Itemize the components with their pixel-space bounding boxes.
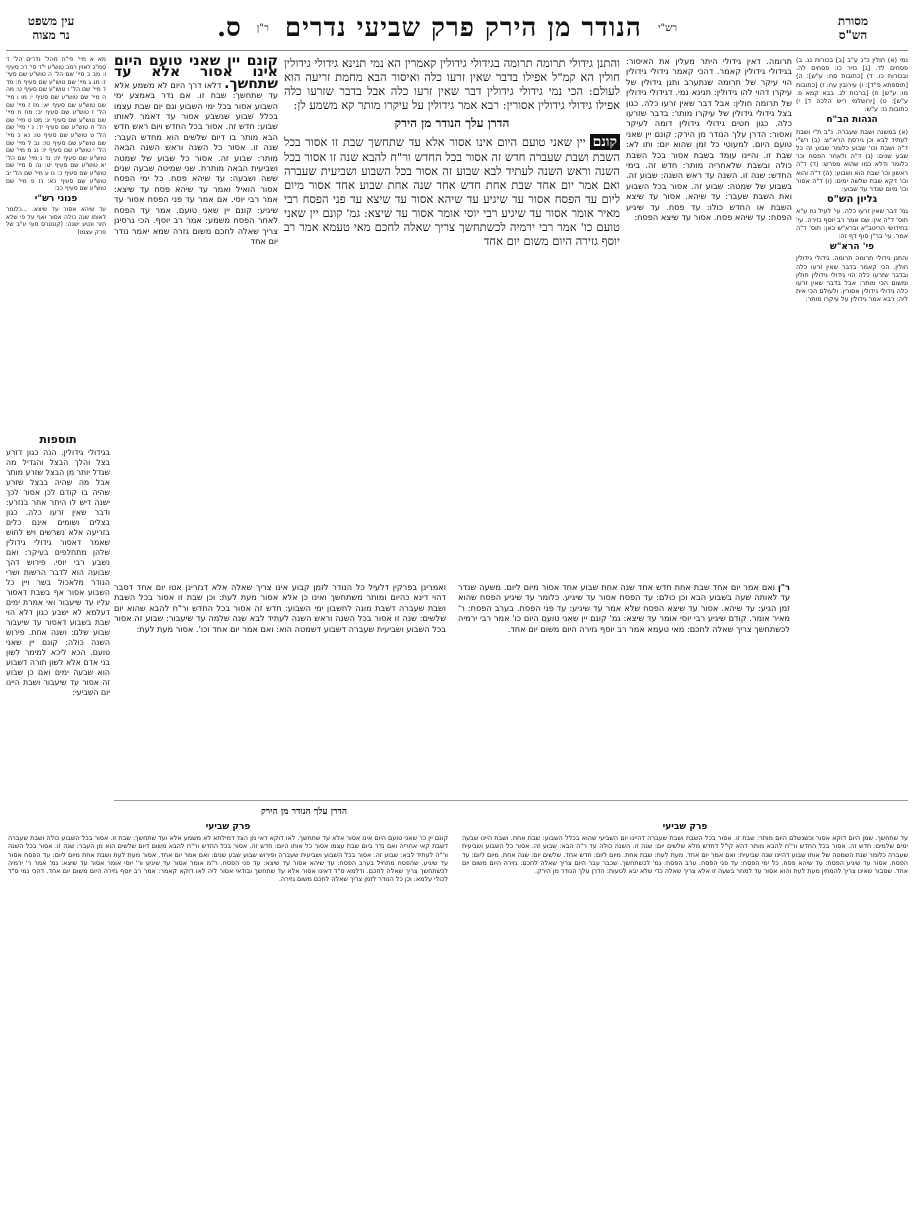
bottom-right-heading: פרק שביעי xyxy=(662,822,708,832)
main-text-column xyxy=(284,56,620,576)
ein-mishpat-column xyxy=(6,56,106,426)
page-header xyxy=(6,6,908,51)
rashi-label: רש"י xyxy=(657,22,678,34)
bottom-right-text: עד שתחשך. שמן היום דוקא אסור וכשנשלם היום מותר: שבת זו. אסור בכל השבת ושבת שעברה דהיינו יום השביעי שהוא בכלל השבוע: שבת אחת. ושבת היינו שבעה ימים שלמים: חדש זה. אסור בכל החדש ור"ח להבא מותר דהא קי"ל דחדש מלא שלשים יום: שנה זו. השנה כולה עד ר"ה הבא: שבוע זה. אסור כל השבוע ושביעית שעברה כלומר שנת השמטה של אותו שבוע דהיינו שנה שביעית: ואם אמר יום אחד. מעת לעת: שבת אחת. מיום ליום: חדש אחד. שלשים יום: שנה אחת. מיום ליום: עד הפסח. אסור עד שיגיע הפסח: עד שיהא פסח. כל ימי הפסח: עד פני הפסח. ערב הפסח: גמ' לכשתחשך. שכבר עבר היום צריך שאלה לחכם: גזירה היום משום יום אחד. שסבור שאינו צריך להמתין מעת לעת והוא אסור עד למחר בשעה זו אלא צריך שאלה כדי שלא יבא לטעות: הדרן עלך הנודר מן הירק. xyxy=(462,834,908,876)
ran-inline-label: ר"ן xyxy=(777,582,790,592)
bottom-left-heading: פרק שביעי xyxy=(205,822,251,832)
kunam-box: קונם xyxy=(590,134,620,150)
hadran-title: הדרן עלך הנודר מן הירק xyxy=(394,116,510,130)
divider-line xyxy=(114,800,908,801)
running-title: הנודר מן הירק פרק שביעי נדרים xyxy=(284,13,642,43)
rosh-text: והתנן גידולי תרומה תרומה. גידולי גידולין חולין. הכי קאמר בדבר שאין זרעו כלה ובדבר שזרעו כלה הוי גידולי גידולין חולין ומשום הכי מותר: אבל בדבר שאין זרעו כלה גידולי גידולין אסורין. ולעולם הכי אית ליה: רבא אמר גידולין על עיקרו מותר: xyxy=(796,254,908,304)
gilyon-heading: גליון הש"ס xyxy=(826,194,878,206)
tosafot-heading: תוספות xyxy=(39,433,77,446)
mishna-text: יין שאני טועם היום אינו אסור אלא עד שתחשך שבת זו אסור בכל השבת ושבת שעברה חדש זה אסור בכל החדש ור"ח להבא שנה זו אסור בכל השנה וראש השנה לעתיד לבא שבוע זה אסור בכל השבוע ושביעית שעברה ואם אמר יום אחד שבת אחת חדש אחד שנה אחת שבוע אחד אסור מיום ליום עד הפסח אסור עד שיגיע עד שיהא אסור עד שיצא עד פני הפסח רבי מאיר אומר אסור עד שיגיע רבי יוסי אומר אסור עד שיצא: גמ' קונם יין שאני טועם כו' אמר רבי ירמיה לכשתחשך צריך שאלה לחכם מאי טעמא אמר רב יוסף גזירה היום משום יום אחד xyxy=(284,135,620,248)
ran-text-b: ואמרינן בפרקין דלעיל כל הנודר לזמן קבוע אינו צריך שאלה אלא דגזרינן אטו יום אחד דסבר דהוי דינא כהיום ומותר משתחשך ואינו כן אלא אסור מעת לעת: וכן שבת זו אסור בכל השבת ושבת שעברה דשבת מונה לחשבון ימי השבוע: חדש זה אסור בכל החדש ור"ח להבא שהוא יום שלשים: שנה זו אסור בכל השנה וראש השנה לעתיד לבא שנה שלמה עד שיעבור: שבוע זה אסור בכל השבוע ושביעית שעברה דשבוע דשמטה הוא: ואם אמר יום אחד וכו'. אסור מעת לעת: xyxy=(114,582,446,634)
rashi-column xyxy=(626,56,792,576)
bottom-left-commentary xyxy=(8,820,448,1206)
rosh-heading: פי' הרא"ש xyxy=(829,242,875,253)
tosafot-text: בגידולי גידולין. הנה כגון דזרע בצל והלך הבצל והגדיל מה שגדל יותר מן הבצל שזרע מותר אבל מה שהיה בבצל שזרע שהיה בו קודם לכן אסור לכך ישנה דיש לו היתר אחר בנזרע: ודבר שאין זרעו כלה. כגון בצלים ושומים אינם כלים בזריעה אלא נשרשים ויש לחוש שאמר דאסור גידולי גידולין שלהן מתחלפים בעיקר: ואם נשבע רבי יוסי. פירוש דהך שבועה הוא לדבר הרשות ושרי הנודר מלאכול בשר ויין כל השבוע אסור אף בשבת דאסור עליו עד שיעבור ואי אמרת ימים דעלמא לא ישבע כגון דלא הוי שבת בשבוע דאסור עד שיעבור שבוע שלם: ושנה אחת. פירוש השנה כולה: קונם יין שאני טועם. הכא ליכא למימר לשון בני אדם אלא לשון תורה דשבוע הוא שבעה ימים ואם כן שבוע זה אסור עד שיעבור ושבת היינו יום השביעי: xyxy=(6,448,110,697)
rashi-text: תרומה. דאין גידולי היתר מעלין את האיסור: בגידולי גידולין קאמר. דהכי קאמר גידולי גידולין הוי עיקר של תרומה שנתערב ותנן גידולין של עיקרו דהוי להו גידולין: תנינא נמי. דגידולי גידולין של תרומה חולין: אבל דבר שאין זרעו כלה. כגון בצל גידולי גידולין של עיקרו מותר: בדבר שזרעו כלה. כגון חטים גידולי גידולין דומה לעיקר ואסור: הדרן עלך הנודר מן הירק: קונם יין שאני טועם היום. למעוטי כל זמן שהוא יום: ותו לא: שבת זו. והיינו עומד בשבת אסור בכל השבת כולה ובשבת שלאחריה מותר: חדש זה. בימי החדש: שנה זו. השנה עד ראש השנה: שבוע זה. בשבוע של שמטה: שבוע זה. אסור בכל השבוע ואת השבת שעבר: עד שיהא. אסור עד שיצא השבת או החדש כולו: עד פסח. עד שיגיע הפסח: עד שיהא פסח. אסור עד שיצא הפסח: xyxy=(626,56,792,223)
left-commentary-column xyxy=(114,56,278,576)
hagahot-text: (א) במשנה ושבת שעברה. נ"ב ת"י ושבת לעתיד לבא וכן גירסת הרא"ש: (ב) רש"י ד"ה ושבת וכו' שבוע כלומר שבוע זה כל שבע שנים: (ג) ד"ה ולאחר הפסח וכו' כלומר ודלא כמו שהוא מפרש: (ד) ד"ה ראשון וכו' שבת הוא ושבוע: (ה) ד"ה והוא וכו' דקא שבת שלשה ימים: (ו) ד"ה אסור וכו' מיום שנדר עד שבוע: xyxy=(796,127,908,194)
masoret-column xyxy=(796,56,908,576)
bottom-hadran: הדרן עלך הנודר מן הירק xyxy=(260,807,348,817)
hagahot-heading: הגהות הב"ח xyxy=(826,115,878,126)
tosafot-column xyxy=(6,432,110,752)
ran-label: ר"ן xyxy=(256,22,269,34)
title-bar xyxy=(96,13,798,43)
main-upper-text: והתנן גידולי תרומה תרומה בגידולי גידולין קאמרין הא נמי תנינא גידולי גידולין חולין הא קמ"ל אפילו בדבר שאין זרעו כלה ואיסור הבא מחמת זריעה הוא לעולם: הכי נמי גידולי גידולין דבר שאין זרעו כלה אבל בדבר שזרעו כלה אפילו גידולי גידולין אסורין: רבא אמר גידולין על עיקרו מותר קא משמע לן: xyxy=(284,56,620,112)
masoret-text: נמי (א) חולין כ"ג ע"ב [ב] בכורות נג. ב) פסחים לד. [ג] נזיר כו: פסחים לה. ובכורות כו. ד) [כתובות סח: ע"ש]: ה) [תוספתא פ"ד]: ו) עירובין עח: ז) [כתובות מו: ע"ש] ח) [ברכות לג. בבא קמא פ. ע"ש]: ט) [ירושלמי ריש הלכה ד] י) כתובות נז: ע"ש: xyxy=(796,56,908,114)
masoret-title: מסורת הש"ס xyxy=(837,14,869,42)
ein-mishpat-text: מא א מיי' פי"ח מהל' נדרים הל' ד סמ"ג לאוין רמב טוש"ע י"ד סי' רכ סעיף ו: מב ב מיי' שם הל' ה טוש"ע שם סעי' ז: מג ג מיי' שם טוש"ע שם סעיף ח: מד ד מיי' שם הל' ו טוש"ע שם סעיף ט: מה ה מיי' שם טוש"ע שם סעיף י: מו ו מיי' שם טוש"ע שם סעיף יא: מז ז מיי' שם הל' ז טוש"ע שם סעיף יב: מח ח מיי' שם טוש"ע שם סעיף יג: מט ט מיי' שם הל' ח טוש"ע שם סעיף יד: נ י מיי' שם הל' ט טוש"ע שם סעיף טו: נא כ מיי' שם טוש"ע שם סעיף טז: נב ל מיי' שם הל' י טוש"ע שם סעיף יז: נג מ מיי' שם טוש"ע שם סעיף יח: נד נ מיי' שם הל' יא טוש"ע שם סעיף יט: נה ס מיי' שם טוש"ע שם סעיף כ: נו ע מיי' שם הל' יב טוש"ע שם סעיף כא: נז פ מיי' שם טוש"ע שם סעיף כב: xyxy=(6,56,106,193)
ran-commentary xyxy=(114,582,790,794)
ran-text-a: ואם אמר יום אחד שבת אחת חדש אחד שנה אחת שבוע אחד אסור מיום ליום. משעה שנדר עד לאותה שעה בשבוע הבא וכן כולם: עד הפסח אסור עד שיגיע. כלומר עד שיגיע הפסח שהוא זמן הגיע: עד שיהא. אסור עד שיצא הפסח שלא אמר עד שיגיע: עד פני הפסח. בערב הפסח: ר' מאיר אומר. קודם שיגיע רבי יוסי אומר עד שיצא: גמ' קונם יין שאני טועם היום כו' אמר רבי ירמיה לכשתחשך צריך שאלה לחכם: מאי טעמא אמר רב יוסף גזירה היום משום יום אחד. xyxy=(458,582,790,634)
gilyon-text: גמ' דבר שאין זרעו כלה. עי' לעיל נח ע"א תוס' ד"ה אין: שם אמר רב יוסף גזירה. עי' בחידושי הריטב"א וברא"ש כאן: תוס' ד"ה אמר. עי' בר"ן סוף דף זה: xyxy=(796,207,908,241)
rashi-leftover-text: עד שיהא אסור עד שיצא. ...כלומר לאותו שנה כולה אסור ואף על פי שלא חזר ונטע ישנה: (קונטרס סוף ע"ב של פרק עצמו) xyxy=(6,206,106,237)
left-dibbur: קונם יין שאני טועם היום אינו אסור אלא עד שתחשך. xyxy=(114,56,278,92)
left-commentary-text: דלאו דרך היום לא משמע אלא עד שתחשך: שבת זו. אם נדר באמצע ימי השבוע אסור בכל ימי השבוע וגם יום שבת עצמו בכלל שבוע שנשבע אסור עד דאמר לאותו שבוע: חדש זה. אסור בכל החדש ויום ראש חדש הבא מותר בו דיום שלשים הוא מחדש העבר: שנה זו. אסור כל השנה וראש השנה הבאה מותר: שבוע זה. אסור כל שבוע של שמטה ושביעית הבאה מותרת. שני שמיטה שבעה שנים ששה ושבעה: עד שיהא פסח. כל ימי הפסח אסור הואיל ואמר עד שיהא פסח עד שיצא: אמר רבי יוסי. אם אמר עד פני הפסח אסור עד שיגיע: קונם יין שאני טועם. אמר עד הפסח לאחר הפסח משמע: אמר רב יוסף. הכי גרסינן צריך שאלה לחכם משום גזרה שמא יאמר נודר יום אחד xyxy=(114,79,278,246)
bottom-right-commentary xyxy=(462,820,908,1206)
ein-mishpat-title: עין משפט נר מצוה xyxy=(27,14,75,42)
folio-number: ס. xyxy=(216,13,241,43)
rashi-leftover-heading: פנוני רש"י xyxy=(34,193,78,204)
bottom-left-text: קונם יין כו' שאני טועם היום אינו אסור אלא עד שתחשך. לאו דוקא דאי מן הצד דמילתא לא משמע אלא ועד שתחשך: שבת זו. אסור בכל השבוע כולה ושבת שעברה דשבת קאי אחריה ואם נדר ביום שבת עצמו אסור כל אותו היום: חדש זה. אסור בכל החדש ור"ח להבא משום דיום שלשים הוא מן העבר: שנה זו. אסור בכל השנה ור"ה לעתיד לבא: שבוע זה. אסור בכל השבוע ושביעית שעברה ופירוש שבוע שבע שנים: ואם אמר יום אחד. אסור מעת לעת ושבת אחת מיום ליום: עד הפסח אסור עד שיגיע. שהפסח מתחיל בערב הפסח: עד שיהא אסור עד שיצא: עד פני הפסח. ר"מ אומר אסור עד שיגיע ור' יוסי אומר אסור עד שיצא: גמ' אמר ר' ירמיה לכשתחשך צריך שאלה לחכם. ודלמא ס"ד דאינו אסור אלא עד שתחשך ובודאי אסור ליה לאו דוקא קאמר: אמר רב יוסף גזירה היום משום יום אחד. דהכי נמי ס"ד לכולי עלמא: וכן כל הנודר לזמן צריך שאלה לחכם משום גזירה. xyxy=(8,834,448,884)
